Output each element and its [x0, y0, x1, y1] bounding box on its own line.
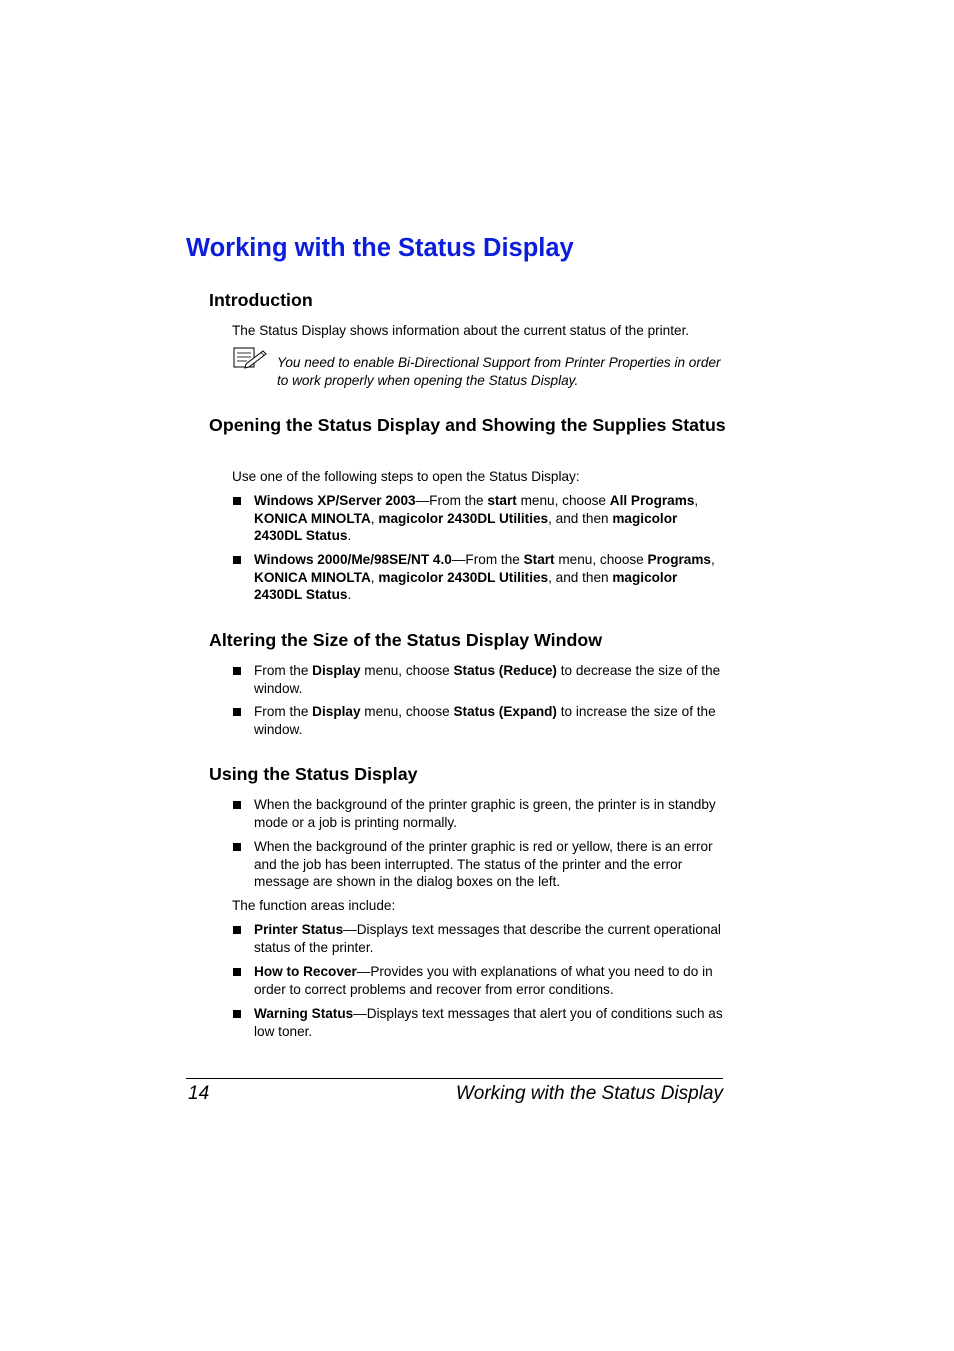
footer-title: Working with the Status Display: [455, 1083, 723, 1104]
note-text: You need to enable Bi-Directional Support from Printer Properties in order to work properly when opening the Status Display.: [277, 355, 721, 388]
intro-heading: Introduction: [209, 290, 313, 310]
bullet-square-icon: [233, 667, 241, 675]
footer-divider: [186, 1078, 723, 1079]
altering-heading: Altering the Size of the Status Display Window: [209, 630, 603, 650]
bullet-square-icon: [233, 708, 241, 716]
bullet-square-icon: [233, 1010, 241, 1018]
areas-text: The function areas include:: [232, 898, 396, 913]
bullet-square-icon: [233, 926, 241, 934]
opening-heading: Opening the Status Display and Showing the Supplies Status: [209, 415, 726, 435]
intro-text: The Status Display shows information about the current status of the printer.: [232, 323, 690, 338]
bullet-square-icon: [233, 968, 241, 976]
page-title: Working with the Status Display: [186, 234, 574, 262]
page-number: 14: [188, 1083, 210, 1104]
bullet-square-icon: [233, 843, 241, 851]
bullet-square-icon: [233, 497, 241, 505]
bullet-square-icon: [233, 801, 241, 809]
document-page: Working with the Status Display Introduction The Status Display shows information about the current status of the printer. You need to enable Bi-Directional Support from Printer Properties in order to work properly when opening the Status Display. Opening the Status Display and Showing the Supplies Status Use one of the following steps to open the Status Display: Windows XP/Server 2003—From the start menu, choose All Programs, KONICA MINOLTA, magicolor 2430DL Utilities, and then magicolor 2430DL Status. Windows 2000/Me/98SE/NT 4.0—From the Start menu, choose Programs, KONICA MINOLTA, magicolor 2430DL Utilities, and then magicolor 2430DL Status. Altering the Size of the Status Display Window From the Display menu, choose Status (Reduce) to decrease the size of the window. From the Display menu, choose Status (Expand) to increase the size of the window. Using the Status Display When the background of the printer graphic is green, the printer is in standby mode or a job is printing normally. When the background of the printer graphic is red or yellow, there is an error and the job has been interrupted. The status of the printer and the error message are shown in the dialog boxes on the left. The function areas include: Printer Status—Displays text messages that describe the current operational status of the printer. How to Recover—Provides you with explanations of what you need to do in order to correct problems and recover from error conditions. Warning Status—Displays text messages that alert you of conditions such as low toner. 14 Working with the Status Display: [0, 0, 954, 1351]
bullet-square-icon: [233, 556, 241, 564]
note-pencil-icon: [232, 347, 268, 369]
using-heading: Using the Status Display: [209, 764, 418, 784]
opening-text: Use one of the following steps to open the Status Display:: [232, 469, 580, 484]
